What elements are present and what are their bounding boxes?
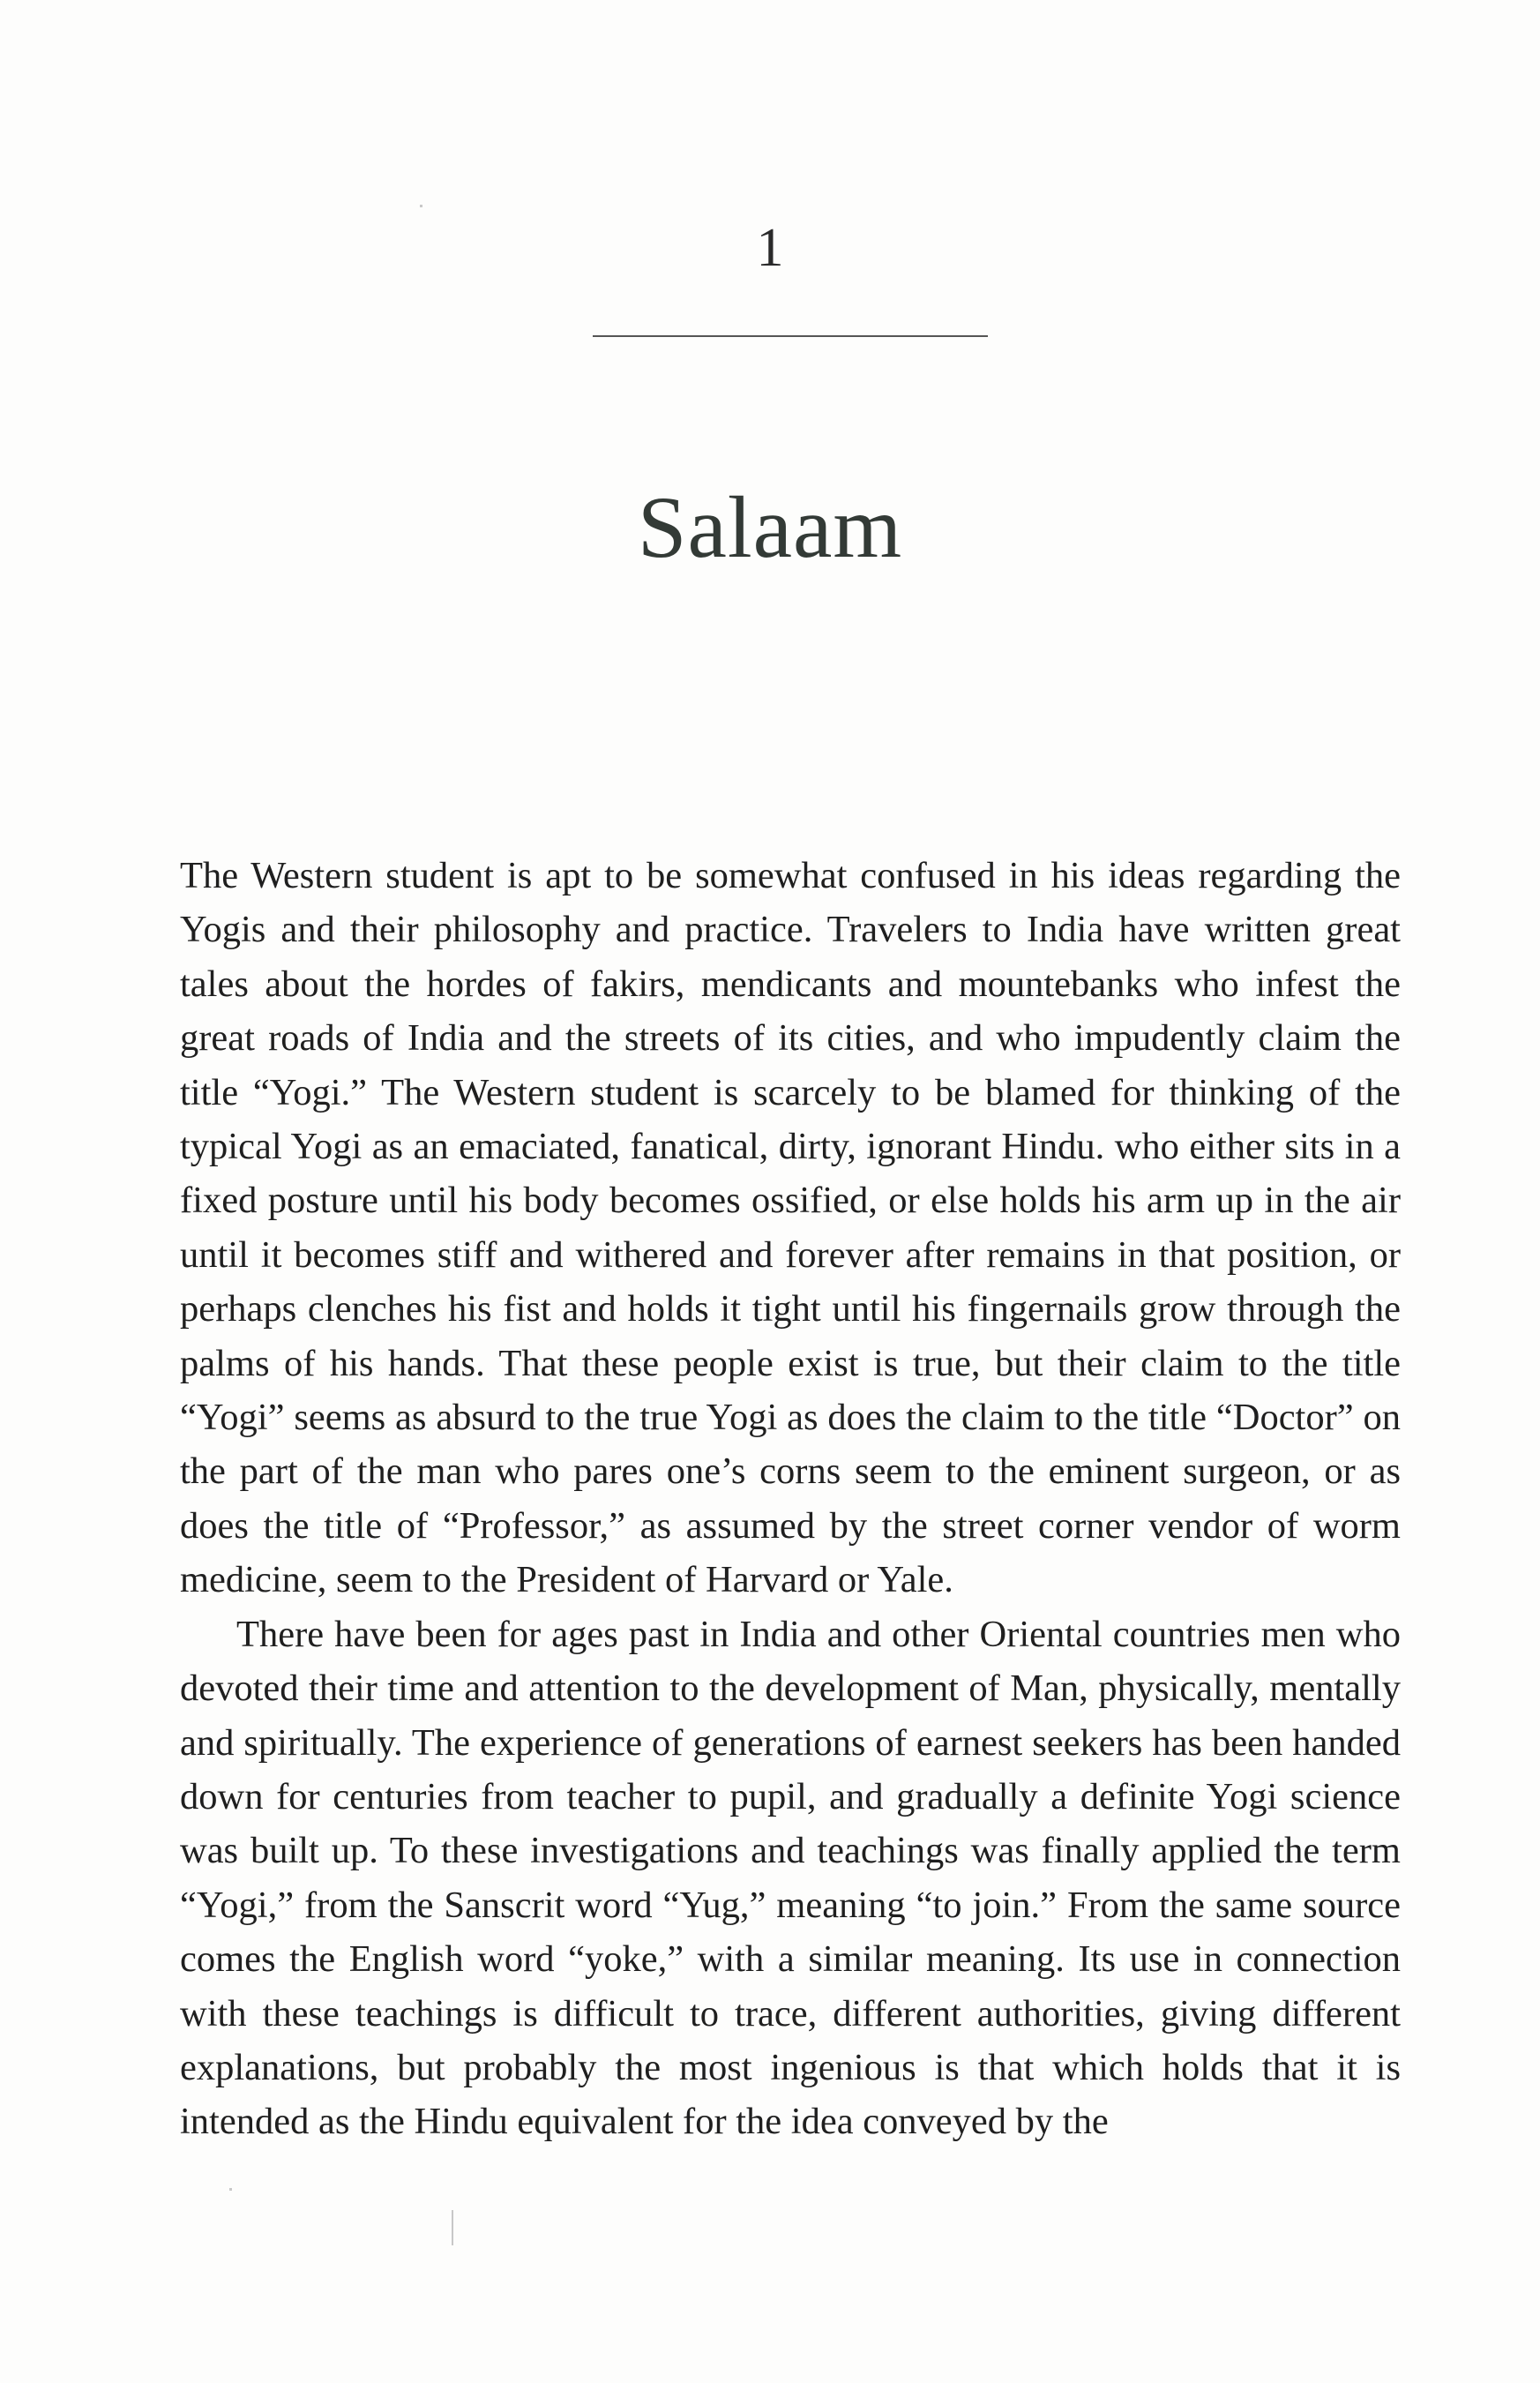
scan-speck (420, 205, 422, 207)
paragraph-2: There have been for ages past in India and other Oriental countries men who devoted their time and attention to the development of Man, physically, mentally and spiritually. The experience of generations of earnest seekers has been handed down for centuries from teacher to pupil, and gradually a definite Yogi science was built up. To these investigations and teachings was finally applied the term “Yogi,” from the Sanscrit word “Yug,” meaning “to join.” From the same source comes the English word “yoke,” with a similar meaning. Its use in connection with these teachings is difficult to trace, different authorities, giving different explanations, but probably the most ingenious is that which holds that it is intended as the Hindu equivalent for the idea conveyed by the (180, 1613, 1401, 2143)
scan-speck (452, 2210, 453, 2245)
paragraph-1: The Western student is apt to be somewhat confused in his ideas regarding the Yogis and their philosophy and practice. Travelers to India have written great tales about the hordes of fakirs, mendicants and mountebanks who infest the great roads of India and the streets of its cities, and who impudently claim the title “Yogi.” The Western student is scarcely to be blamed for thinking of the typical Yogi as an emaciated, fanatical, dirty, ignorant Hindu. who either sits in a fixed posture until his body becomes ossified, or else holds his arm up in the air until it becomes stiff and withered and forever after remains in that position, or perhaps clenches his fist and holds it tight until his fingernails grow through the palms of his hands. That these people exist is true, but their claim to the title “Yogi” seems as absurd to the true Yogi as does the claim to the title “Doctor” on the part of the man who pares one’s corns seem to the eminent surgeon, or as does the title of “Professor,” as assumed by the street corner vendor of worm medicine, seem to the President of Harvard or Yale. (180, 855, 1401, 1601)
chapter-divider-rule (593, 335, 988, 337)
chapter-number: 1 (756, 218, 784, 278)
scan-speck (229, 2188, 232, 2191)
chapter-title: Salaam (637, 478, 903, 576)
chapter-body (180, 849, 1401, 2149)
